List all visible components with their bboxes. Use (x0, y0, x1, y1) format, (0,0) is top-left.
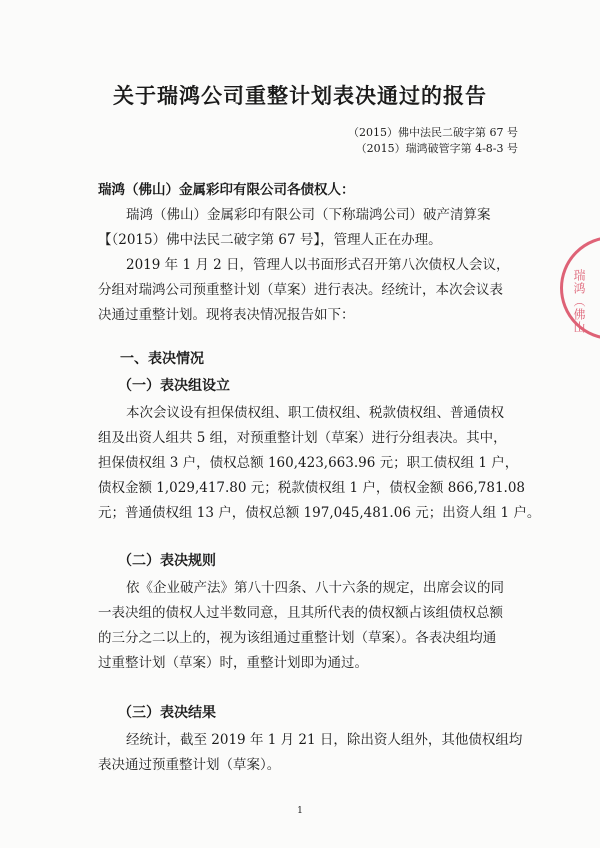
voting-rules-line: 过重整计划（草案）时，重整计划即为通过。 (98, 655, 368, 671)
voting-rules-line: 的三分之二以上的，视为该组通过重整计划（草案）。各表决组均通 (98, 630, 497, 646)
voting-rules-line: 一表决组的债权人过半数同意，且其所代表的债权额占该组债权总额 (98, 605, 503, 621)
group-setup-line: 本次会议设有担保债权组、职工债权组、税款债权组、普通债权 (126, 405, 504, 421)
group-setup-line: 元；普通债权组 13 户，债权总额 197,045,481.06 元；出资人组 1 户。 (98, 505, 541, 521)
subsection-heading-voting-result: （三）表决结果 (118, 705, 216, 721)
voting-result-line: 经统计，截至 2019 年 1 月 21 日，除出资人组外，其他债权组均 (126, 732, 523, 748)
administrator-case-number: （2015）瑞鸿破管字第 4-8-3 号 (355, 142, 518, 155)
group-setup-line: 担保债权组 3 户，债权总额 160,423,663.96 元；职工债权组 1 户， (98, 455, 519, 471)
voting-rules-line: 依《企业破产法》第八十四条、八十六条的规定，出席会议的同 (126, 580, 504, 596)
group-setup-line: 债权金额 1,029,417.80 元；税款债权组 1 户，债权金额 866,781.08 (98, 480, 526, 496)
intro-line: 分组对瑞鸿公司预重整计划（草案）进行表决。经统计，本次会议表 (98, 282, 503, 298)
document-title: 关于瑞鸿公司重整计划表决通过的报告 (113, 84, 487, 108)
intro-line: 2019 年 1 月 2 日，管理人以书面形式召开第八次债权人会议， (126, 257, 510, 273)
voting-result-line: 表决通过预重整计划（草案）。 (98, 757, 281, 773)
group-setup-line: 组及出资人组共 5 组，对预重整计划（草案）进行分组表决。其中， (98, 430, 507, 446)
intro-line: 【（2015）佛中法民二破字第 67 号】，管理人正在办理。 (98, 232, 442, 248)
subsection-heading-voting-rules: （二）表决规则 (118, 553, 216, 569)
subsection-heading-group-setup: （一）表决组设立 (118, 378, 230, 394)
seal-text: 瑞鸿（佛山 (572, 269, 586, 334)
company-seal-stamp (560, 236, 600, 340)
salutation: 瑞鸿（佛山）金属彩印有限公司各债权人： (98, 182, 355, 198)
page-number: 1 (297, 806, 303, 816)
intro-line: 瑞鸿（佛山）金属彩印有限公司（下称瑞鸿公司）破产清算案 (126, 207, 491, 223)
court-case-number: （2015）佛中法民二破字第 67 号 (348, 126, 518, 139)
intro-line: 决通过重整计划。现将表决情况报告如下： (98, 307, 355, 323)
section-heading-voting-status: 一、表决情况 (120, 351, 204, 367)
